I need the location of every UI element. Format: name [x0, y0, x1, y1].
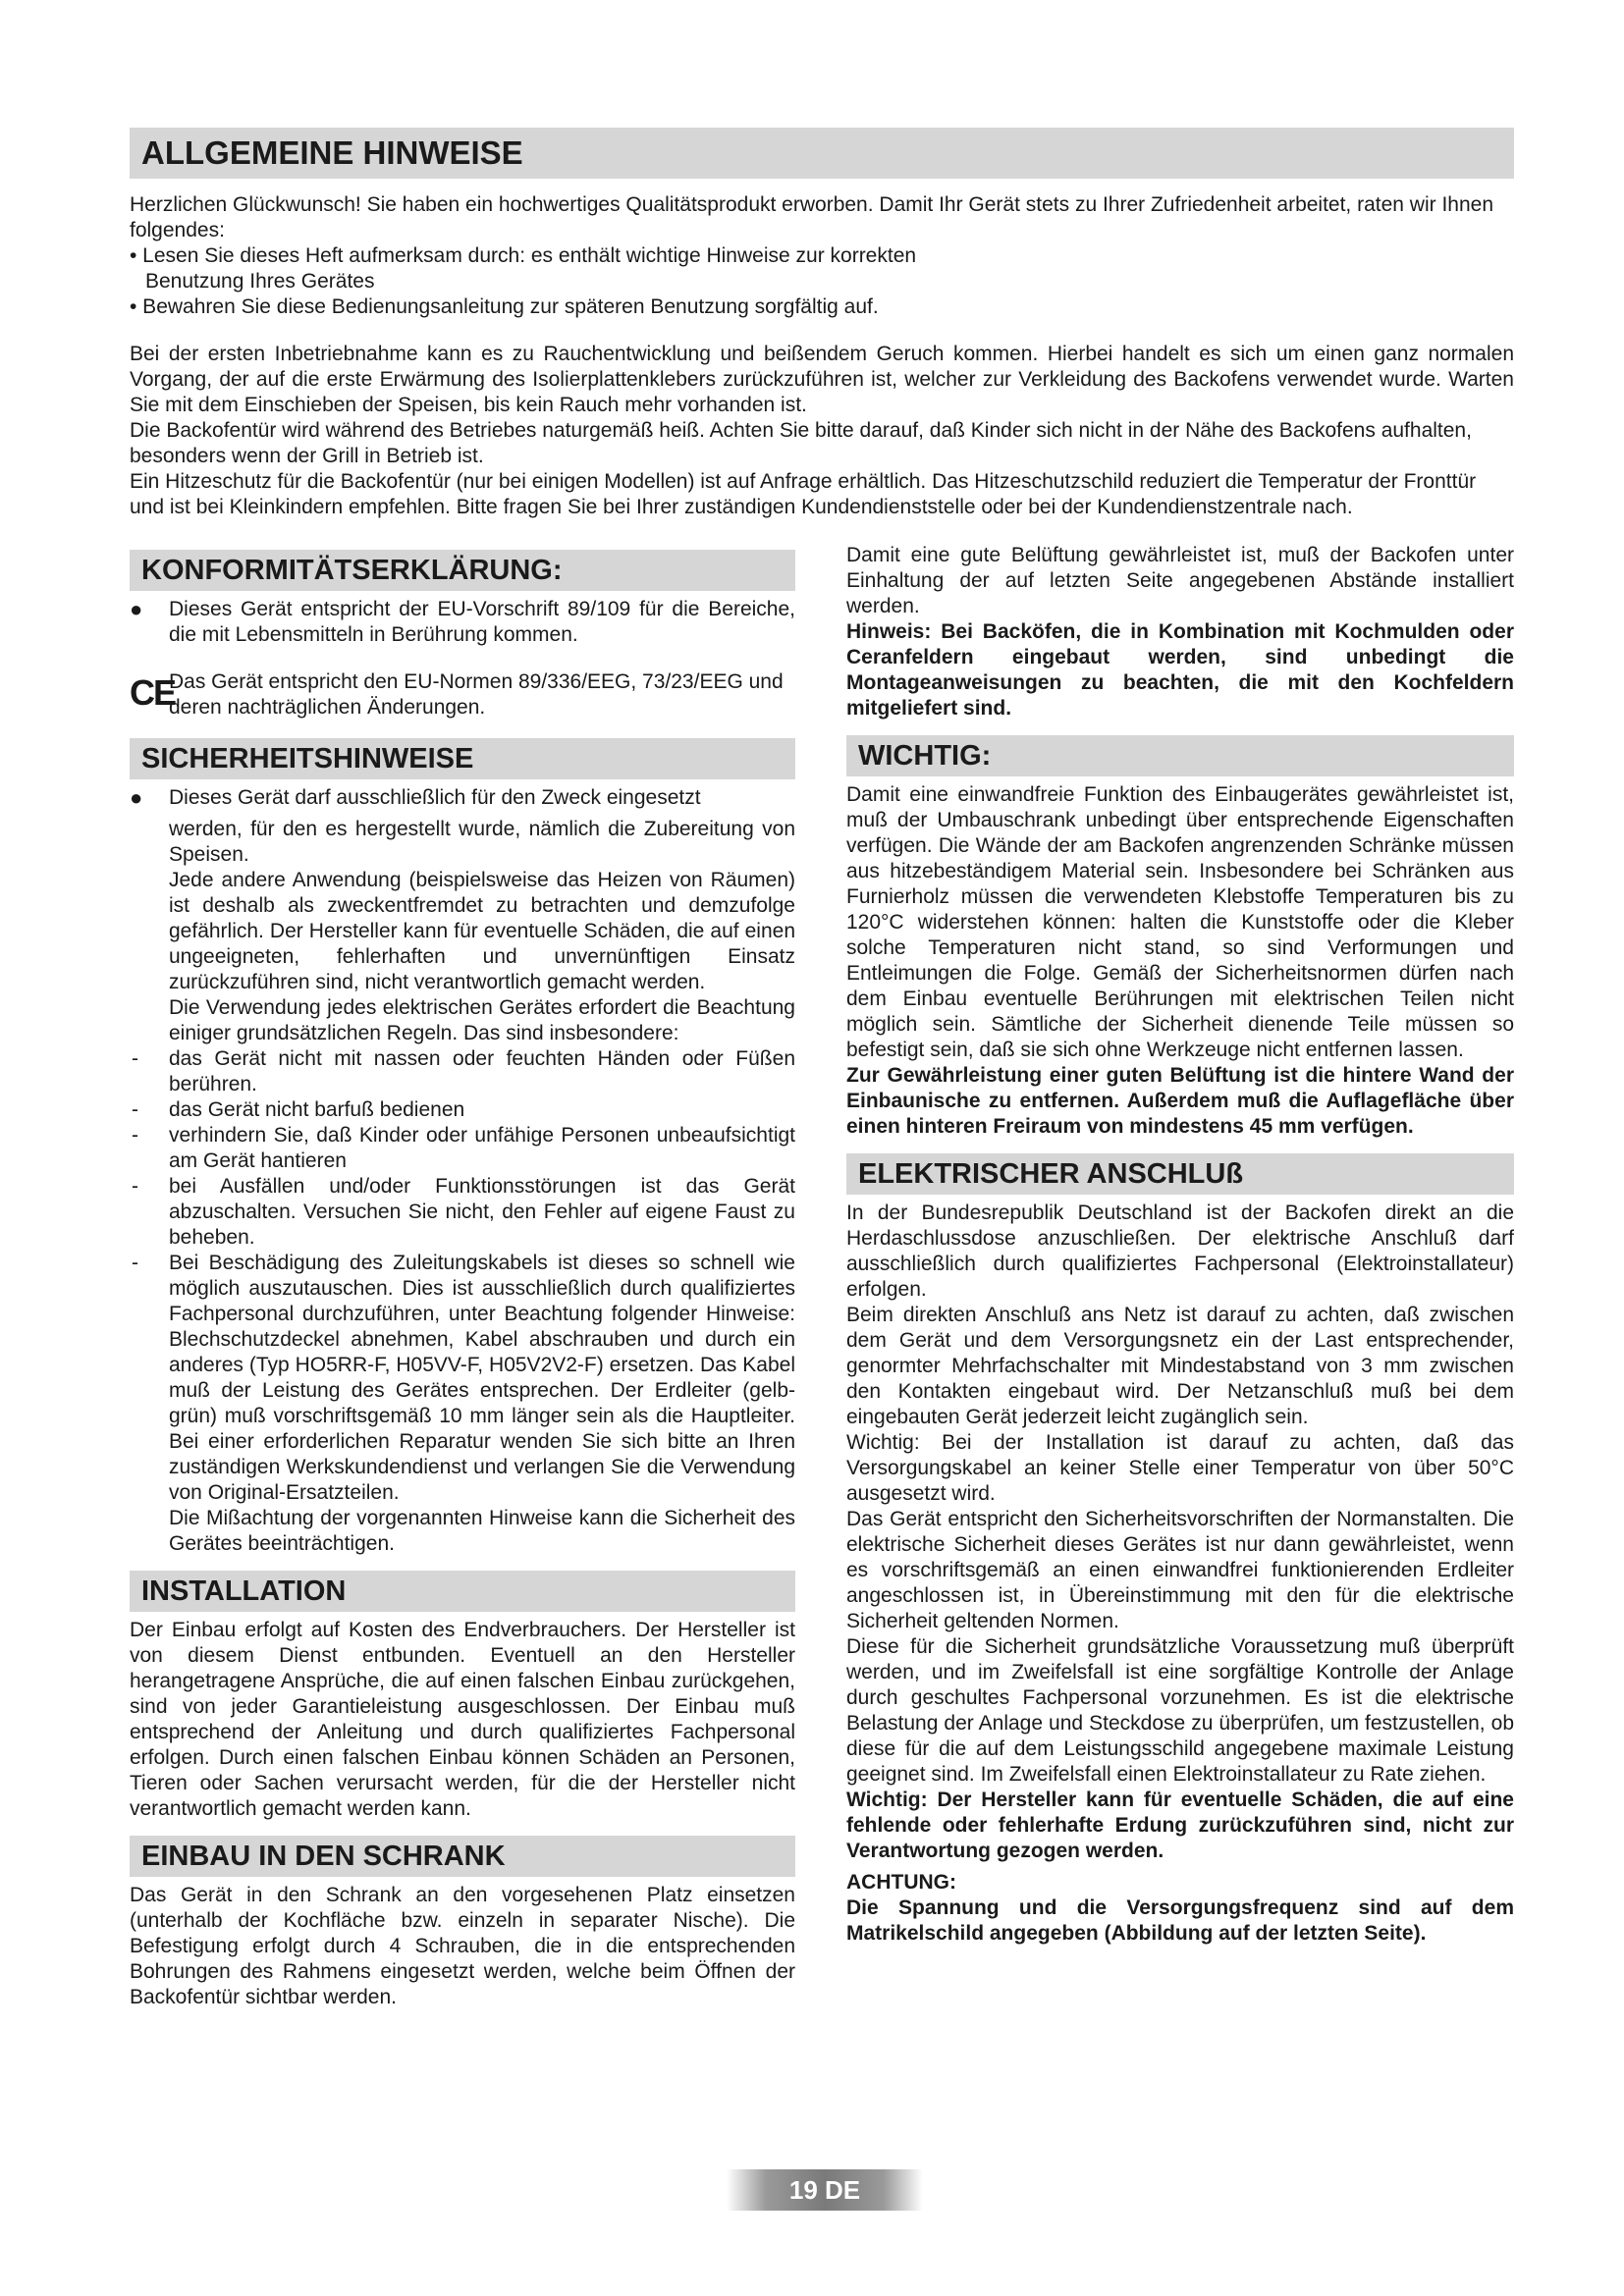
list-item-text: Dieses Gerät darf ausschließlich für den Zweck eingesetzt [169, 786, 701, 809]
paragraph: Die Mißachtung der vorgenannten Hinweise kann die Sicherheit des Gerätes beeinträchtigen. [169, 1507, 795, 1555]
bullet-icon: ● [130, 785, 143, 810]
left-column [130, 550, 795, 2010]
bullet-icon: ● [130, 597, 143, 621]
intro-section [130, 192, 1514, 520]
list-item: - Bei Beschädigung des Zuleitungskabels ist dieses so schnell wie möglich auszutauschen. Dies ist ausschließlich durch qualifiziertes Fachpersonal durchzuführen, unter Beachtung folgender Hinweise: Blechschutzdeckel abnehmen, Kabel abschrauben und durch ein anderes (Typ HO5RR-F, H05VV-F, H05V2V2-F) ersetzen. Das Kabel muß der Leistung des Gerätes entsprechen. Der Erdleiter (gelb-grün) muß vorschriftsgemäß 10 mm länger sein als die Hauptleiter. Bei einer erforderlichen Reparatur wenden Sie sich bitte an Ihren zuständigen Werkskundendienst und verlangen Sie die Verwendung von Original-Ersatzteilen. [132, 1252, 795, 1504]
intro-paragraph: Bei der ersten Inbetriebnahme kann es zu Rauchentwicklung und beißendem Geruch kommen. Hierbei handelt es sich um einen ganz normalen Vorgang, der auf die erste Erwärmung des Isolierplattenklebers zurückzuführen ist, welcher zur Verkleidung des Backofens verwendet wurde. Warten Sie mit dem Einschieben der Speisen, bis kein Rauch mehr vorhanden ist. [130, 343, 1514, 416]
ce-mark-icon: CE [130, 672, 176, 713]
paragraph: Damit eine gute Belüftung gewährleistet ist, muß der Backofen unter Einhaltung der auf letzten Seite angegebenen Abstände installiert werden. [846, 544, 1514, 617]
ce-text: Das Gerät entspricht den EU-Normen 89/336/EEG, 73/23/EEG und deren nachträglichen Änderungen. [169, 670, 784, 719]
page-title: ALLGEMEINE HINWEISE [130, 128, 1514, 179]
list-item-text: Dieses Gerät entspricht der EU-Vorschrift 89/109 für die Bereiche, die mit Lebensmitteln in Berührung kommen. [169, 598, 795, 646]
bold-note: Wichtig: Der Hersteller kann für eventuelle Schäden, die auf eine fehlende oder fehlerhafte Erdung zurückzuführen sind, nicht zur Verantwortung gezogen werden. [846, 1789, 1514, 1862]
paragraph: In der Bundesrepublik Deutschland ist der Backofen direkt an die Herdaschlussdose anzuschließen. Der elektrische Anschluß darf ausschließlich durch qualifiziertes Fachpersonal (Elektroinstallateur) erfolgen. [846, 1201, 1514, 1301]
paragraph: Diese für die Sicherheit grundsätzliche Voraussetzung muß überprüft werden, und im Zweifelsfall ist eine sorgfältige Kontrolle der Anlage durch geschultes Fachpersonal vorzunehmen. Es ist die elektrische Belastung der Anlage und Steckdose zu überprüfen, um festzustellen, ob diese für die auf dem Leistungsschild angegebene maximale Leistung geeignet sind. Im Zweifelsfall einen Elektroinstallateur zu Rate ziehen. [846, 1635, 1514, 1786]
ce-declaration [130, 669, 795, 721]
bold-note: Hinweis: Bei Backöfen, die in Kombination mit Kochmulden oder Ceranfeldern eingebaut werden, sind unbedingt die Montageanweisungen zu beachten, die mit den Kochfeldern mitgeliefert sind. [846, 620, 1514, 720]
list-item-text: bei Ausfällen und/oder Funktionsstörungen ist das Gerät abzuschalten. Versuchen Sie nicht, den Fehler auf eigene Faust zu beheben. [169, 1175, 795, 1249]
paragraph: Wichtig: Bei der Installation ist darauf zu achten, daß das Versorgungskabel an keiner Stelle einer Temperatur von über 50°C ausgesetzt wird. [846, 1431, 1514, 1505]
intro-paragraph: Die Backofentür wird während des Betriebes naturgemäß heiß. Achten Sie bitte darauf, daß Kinder sich nicht in der Nähe des Backofens aufhalten, besonders wenn der Grill in Betrieb ist. [130, 419, 1472, 467]
paragraph: werden, für den es hergestellt wurde, nämlich die Zubereitung von Speisen. [169, 818, 795, 866]
right-column [846, 543, 1514, 1947]
list-item: - das Gerät nicht barfuß bedienen [132, 1098, 465, 1121]
section-header-einbau: EINBAU IN DEN SCHRANK [130, 1836, 795, 1877]
list-item-text: das Gerät nicht mit nassen oder feuchten Händen oder Füßen berühren. [169, 1047, 795, 1095]
list-item: - bei Ausfällen und/oder Funktionsstörungen ist das Gerät abzuschalten. Versuchen Sie nicht, den Fehler auf eigene Faust zu beheben. [132, 1175, 795, 1249]
bold-note: Zur Gewährleistung einer guten Belüftung ist die hintere Wand der Einbaunische zu entfernen. Außerdem muß die Auflagefläche über einen hinteren Freiraum von mindestens 45 mm verfügen. [846, 1064, 1514, 1138]
paragraph: Das Gerät entspricht den Sicherheitsvorschriften der Normanstalten. Die elektrische Sicherheit dieses Gerätes ist nur dann gewährleistet, wenn es vorschriftsgemäß an einen einwandfrei funktionierenden Erdleiter angeschlossen ist, in Übereinstimmung mit den für die elektrische Sicherheit geltenden Normen. [846, 1508, 1514, 1632]
page-number: 19 DE [727, 2169, 923, 2211]
list-item-text: verhindern Sie, daß Kinder oder unfähige Personen unbeaufsichtigt am Gerät hantieren [169, 1124, 795, 1172]
section-header-wichtig: WICHTIG: [846, 735, 1514, 776]
paragraph: Beim direkten Anschluß ans Netz ist darauf zu achten, daß zwischen dem Gerät und dem Versorgungsnetz ein der Last entsprechender, genormter Mehrfachschalter mit Mindestabstand von 3 mm zwischen den Kontakten eingebaut wird. Der Netzanschluß muß bei dem eingebauten Gerät jederzeit leicht zugänglich sein. [846, 1304, 1514, 1428]
intro-paragraph: Herzlichen Glückwunsch! Sie haben ein hochwertiges Qualitätsprodukt erworben. Damit Ihr Gerät stets zu Ihrer Zufriedenheit arbeitet, raten wir Ihnen folgendes: [130, 193, 1494, 241]
paragraph: Das Gerät in den Schrank an den vorgesehenen Platz einsetzen (unterhalb der Kochfläche bzw. einzeln in separater Nische). Die Befestigung erfolgt durch 4 Schrauben, die in die entsprechenden Bohrungen des Rahmens eingesetzt werden, welche beim Öffnen der Backofentür sichtbar werden. [130, 1884, 795, 2008]
achtung-text: Die Spannung und die Versorgungsfrequenz sind auf dem Matrikelschild angegeben (Abbildung auf der letzten Seite). [846, 1896, 1514, 1945]
achtung-label: ACHTUNG: [846, 1871, 956, 1894]
intro-bullet-continued: Benutzung Ihres Gerätes [145, 270, 375, 293]
section-header-elektrisch: ELEKTRISCHER ANSCHLUß [846, 1153, 1514, 1195]
intro-bullet: • Bewahren Sie diese Bedienungsanleitung zur späteren Benutzung sorgfältig auf. [130, 295, 879, 318]
paragraph: Die Verwendung jedes elektrischen Gerätes erfordert die Beachtung einiger grundsätzlichen Regeln. Das sind insbesondere: [169, 996, 795, 1044]
list-item [130, 785, 795, 811]
section-header-sicherheit: SICHERHEITSHINWEISE [130, 738, 795, 779]
section-header-konformitaet: KONFORMITÄTSERKLÄRUNG: [130, 550, 795, 591]
list-item-text: Bei Beschädigung des Zuleitungskabels ist dieses so schnell wie möglich auszutauschen. Dies ist ausschließlich durch qualifiziertes Fachpersonal durchzuführen, unter Beachtung folgender Hinweise: Blechschutzdeckel abnehmen, Kabel abschrauben und durch ein anderes (Typ HO5RR-F, H05VV-F, H05V2V2-F) ersetzen. Das Kabel muß der Leistung des Gerätes entsprechen. Der Erdleiter (gelb-grün) muß vorschriftsgemäß 10 mm länger sein als die Hauptleiter. Bei einer erforderlichen Reparatur wenden Sie sich bitte an Ihren zuständigen Werkskundendienst und verlangen Sie die Verwendung von Original-Ersatzteilen. [169, 1252, 795, 1504]
paragraph: Jede andere Anwendung (beispielsweise das Heizen von Räumen) ist deshalb als zweckentfremdet zu betrachten und demzufolge gefährlich. Der Hersteller kann für eventuelle Schäden, die auf einen ungeeigneten, fehlerhaften und unvernünftigen Einsatz zurückzuführen sind, nicht verantwortlich gemacht werden. [169, 869, 795, 993]
paragraph: Der Einbau erfolgt auf Kosten des Endverbrauchers. Der Hersteller ist von diesem Dienst entbunden. Eventuell an den Hersteller herangetragene Ansprüche, die auf einen falschen Einbau zurückgehen, sind von jeder Garantieleistung ausgeschlossen. Der Einbau muß entsprechend der Anleitung und durch qualifiziertes Fachpersonal erfolgen. Durch einen falschen Einbau können Schäden an Personen, Tieren oder Sachen verursacht werden, für die der Hersteller nicht verantwortlich gemacht werden kann. [130, 1619, 795, 1820]
paragraph: Damit eine einwandfreie Funktion des Einbaugerätes gewährleistet ist, muß der Umbauschrank unbedingt über entsprechende Eigenschaften verfügen. Die Wände der am Backofen angrenzenden Schränke müssen aus hitzebeständigem Material sein. Insbesondere bei Schränken aus Furnierholz müssen die verwendeten Klebstoffe Temperaturen bis zu 120°C widerstehen können: halten die Kunststoffe oder die Kleber solche Temperaturen nicht stand, so sind Verformungen und Entleimungen die Folge. Gemäß der Sicherheitsnormen dürfen nach dem Einbau eventuelle Berührungen mit elektrischen Teilen nicht möglich sein. Sämtliche der Sicherheit dienende Teile müssen so befestigt sein, daß sie sich ohne Werkzeuge nicht entfernen lassen. [846, 783, 1514, 1061]
intro-bullet: • Lesen Sie dieses Heft aufmerksam durch: es enthält wichtige Hinweise zur korrekten [130, 244, 917, 267]
list-item: - das Gerät nicht mit nassen oder feuchten Händen oder Füßen berühren. [132, 1047, 795, 1095]
list-item: - verhindern Sie, daß Kinder oder unfähige Personen unbeaufsichtigt am Gerät hantieren [132, 1124, 795, 1172]
list-item-text: das Gerät nicht barfuß bedienen [169, 1098, 465, 1121]
intro-paragraph: Ein Hitzeschutz für die Backofentür (nur bei einigen Modellen) ist auf Anfrage erhältlich. Das Hitzeschutzschild reduziert die Temperatur der Fronttür und ist bei Kleinkindern empfehlen. Bitte fragen Sie bei Ihrer zuständigen Kundendienststelle oder bei der Kundendienstzentrale nach. [130, 470, 1477, 518]
section-header-installation: INSTALLATION [130, 1571, 795, 1612]
list-item [130, 597, 795, 648]
